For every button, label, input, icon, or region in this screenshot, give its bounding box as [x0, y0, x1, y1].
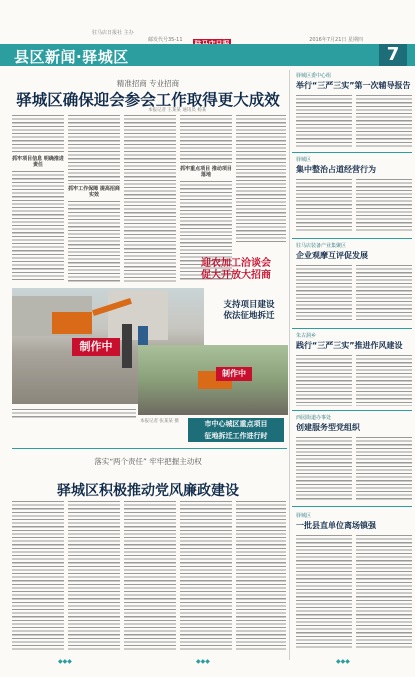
story1-subhead-1: 抓牢项目信息 明确推进责任 — [12, 156, 64, 168]
photo-caption-text — [12, 408, 136, 418]
story1-kicker: 精准招商 专业招商 — [116, 79, 180, 88]
right-separator — [292, 506, 412, 507]
story2-headline: 驿城区积极推动党风廉政建设 — [57, 483, 239, 499]
footer-ornament: ◆◆◆ — [196, 658, 210, 665]
story2-text-col5 — [236, 500, 286, 650]
story1-byline: 本报记者 王某某 通讯员 杨某 — [148, 108, 207, 113]
excavator-shape — [52, 312, 92, 334]
story2-divider — [12, 448, 287, 449]
story1-text-col3 — [124, 114, 176, 282]
right-story1-tag: 驿城区委中心组 — [296, 73, 332, 79]
story2-text-col3 — [124, 500, 176, 650]
story1-callout-line2: 促大开放大招商 — [201, 270, 271, 281]
photo-person — [122, 324, 132, 368]
stamp-label-1: 制作中 — [72, 338, 120, 356]
section-title: 县区新闻·驿城区 — [14, 48, 129, 66]
right-story6-text-b — [356, 534, 412, 650]
column-divider — [289, 70, 290, 660]
right-story4-title: 践行“三严三实”推进作风建设 — [296, 341, 403, 350]
right-story6-text-a — [296, 534, 352, 650]
right-story4-tag: 朱古洞乡 — [296, 333, 317, 339]
header-meta-mid: 邮发代号35-11 — [148, 37, 183, 43]
right-story2-title: 集中整治占道经营行为 — [296, 165, 376, 174]
right-story2-text-a — [296, 178, 352, 232]
right-story4-text-a — [296, 354, 352, 406]
story2-text-col4 — [180, 500, 232, 650]
story2-text-col1 — [12, 500, 64, 650]
right-separator — [292, 238, 412, 239]
footer-ornament: ◆◆◆ — [58, 658, 72, 665]
right-story2-text-b — [356, 178, 412, 232]
right-story1-text-b — [356, 94, 412, 148]
story1-callout — [188, 258, 284, 282]
story1-text-col1a — [12, 114, 64, 154]
right-story6-title: 一批县直单位离场镇强 — [296, 521, 376, 530]
story1-text-col1b — [12, 170, 64, 282]
stamp-label-2: 制作中 — [216, 367, 252, 381]
right-story5-tag: 西园街道办事处 — [296, 415, 332, 421]
story2-kicker: 落实“两个责任” 牢牢把握主动权 — [94, 457, 202, 466]
right-story3-text-a — [296, 264, 352, 322]
right-story4-text-b — [356, 354, 412, 406]
right-story3-title: 企业观摩互评促发展 — [296, 251, 368, 260]
right-separator — [292, 328, 412, 329]
photo-callout-2 — [188, 418, 284, 442]
header-date: 2016年7月21日 星期四 — [309, 37, 363, 43]
story1-text-col2a — [68, 114, 120, 184]
photo-callout-2-line1: 市中心城区重点项目 — [204, 420, 268, 428]
excavator-photo-2 — [138, 345, 288, 415]
right-separator — [292, 152, 412, 153]
right-story5-title: 创建服务型党组织 — [296, 423, 360, 432]
story1-subhead-2: 抓牢工作保障 提高招商实效 — [68, 186, 120, 198]
right-story6-tag: 驿城区 — [296, 513, 312, 519]
right-story5-text-a — [296, 436, 352, 500]
right-story2-tag: 驿城区 — [296, 157, 312, 163]
story1-callout-line1: 迎农加工洽谈会 — [201, 258, 271, 269]
photo-callout-2-line2: 征地拆迁工作进行时 — [204, 432, 268, 440]
right-story5-text-b — [356, 436, 412, 500]
right-separator — [292, 410, 412, 411]
page-number: 7 — [379, 44, 407, 66]
right-story3-text-b — [356, 264, 412, 322]
right-story3-tag: 驻马店装备产业集聚区 — [296, 243, 347, 249]
story2-text-col2 — [68, 500, 120, 650]
photo-callout-1-line1: 支持项目建设 — [223, 300, 275, 310]
story1-subhead-3: 抓牢重点项目 推动项目落地 — [180, 166, 232, 178]
photo-callout-1 — [208, 300, 290, 322]
story1-headline: 驿城区确保迎会参会工作取得更大成效 — [16, 91, 280, 109]
story1-text-col2b — [68, 200, 120, 282]
header-meta-left: 驻马店日报社 主办 — [92, 30, 134, 36]
footer-ornament: ◆◆◆ — [336, 658, 350, 665]
right-story1-text-a — [296, 94, 352, 148]
photo-credit: 本报记者 张某某 摄 — [140, 419, 179, 424]
right-story1-title: 举行“三严三实”第一次辅导报告 — [296, 81, 411, 90]
story1-text-col5 — [236, 114, 286, 244]
photo-callout-1-line2: 依法征地拆迁 — [223, 311, 275, 321]
story1-text-col4a — [180, 114, 232, 164]
